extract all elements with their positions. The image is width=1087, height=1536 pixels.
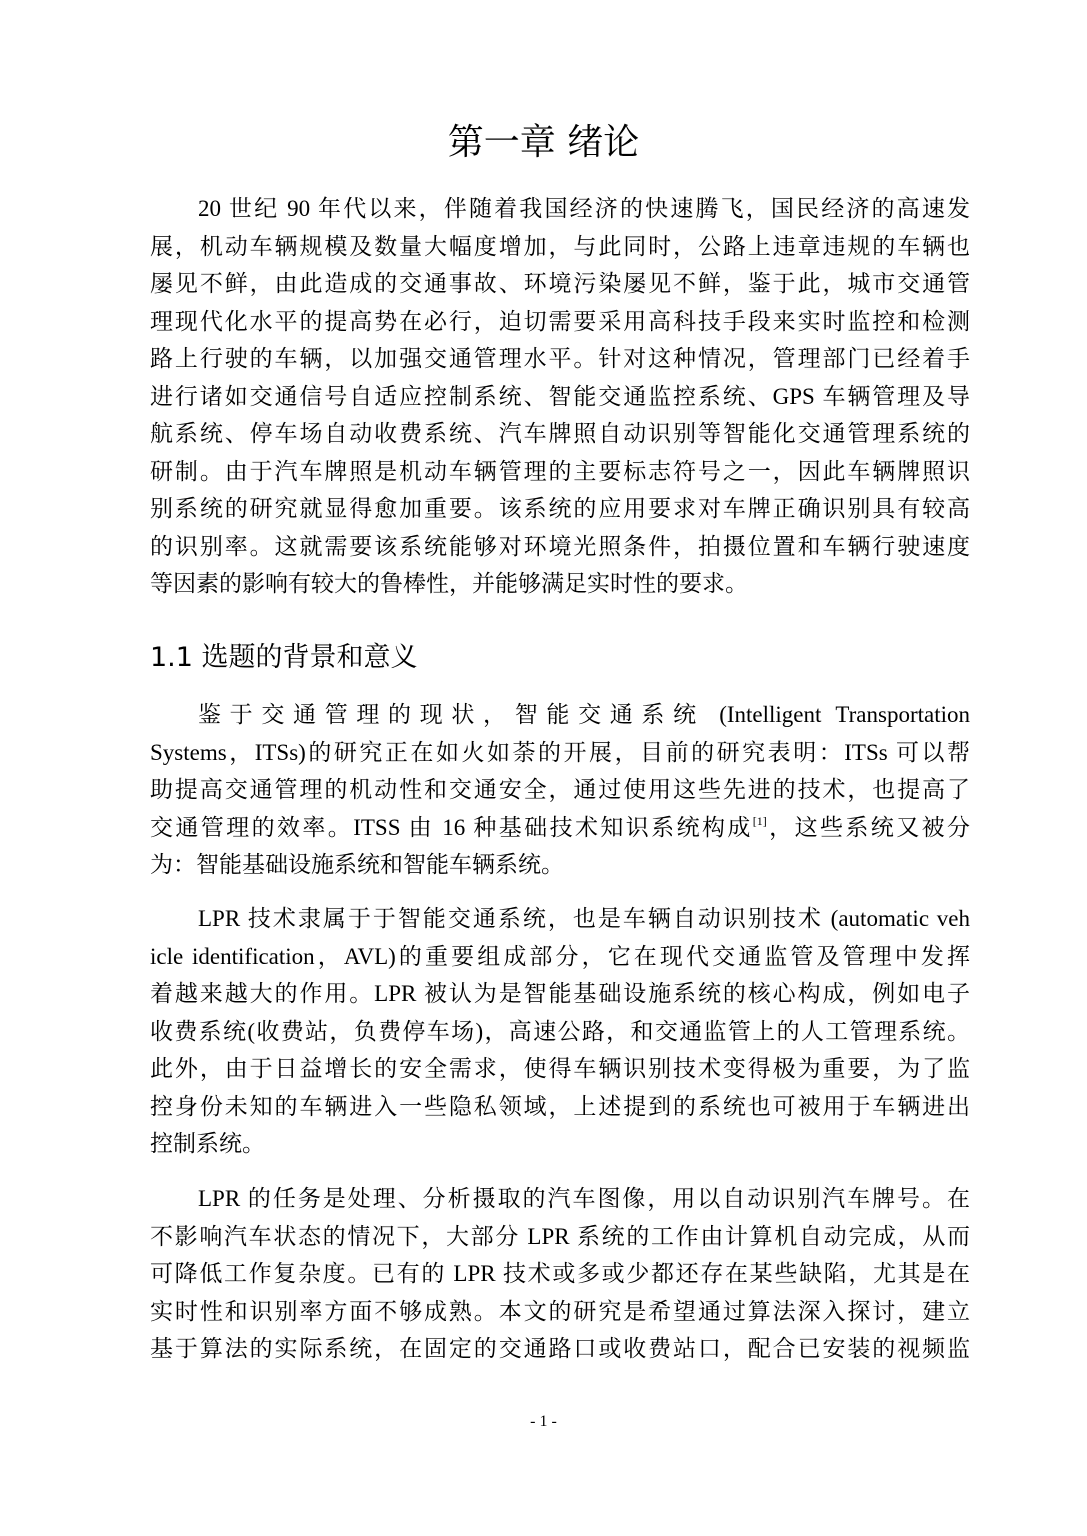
text-line: LPR 的任务是处理、分析摄取的汽车图像，用以自动识别汽车牌号。在 (198, 1186, 970, 1211)
page-number: - 1 - (530, 1413, 557, 1430)
text-segment: 交通管理的效率。ITSS 由 16 种基础技术知识系统构成 (150, 814, 753, 840)
text-line: 收费系统(收费站，负费停车场)，高速公路，和交通监管上的人工管理系统。 (150, 1018, 970, 1044)
text-line: 屡见不鲜，由此造成的交通事故、环境污染屡见不鲜，鉴于此，城市交通管 (150, 271, 970, 296)
text-line: 控制系统。 (150, 1131, 265, 1156)
section-title: 1.1 选题的背景和意义 (150, 642, 418, 673)
text-line: 控身份未知的车辆进入一些隐私领域，上述提到的系统也可被用于车辆进出 (150, 1093, 970, 1119)
text-line: 实时性和识别率方面不够成熟。本文的研究是希望通过算法深入探讨，建立 (150, 1298, 970, 1324)
text-line: 为：智能基础设施系统和智能车辆系统。 (150, 852, 564, 877)
text-line: 研制。由于汽车牌照是机动车辆管理的主要标志符号之一，因此车辆牌照识 (150, 458, 970, 484)
text-line: 基于算法的实际系统，在固定的交通路口或收费站口，配合已安装的视频监 (150, 1336, 970, 1361)
text-line: 此外，由于日益增长的安全需求，使得车辆识别技术变得极为重要，为了监 (150, 1056, 970, 1081)
text-line: 展，机动车辆规模及数量大幅度增加，与此同时，公路上违章违规的车辆也 (150, 233, 970, 259)
text-line: LPR 技术隶属于于智能交通系统，也是车辆自动识别技术 (automatic veh (198, 906, 970, 931)
chapter-title: 第一章 绪论 (447, 122, 640, 163)
paragraph-lpr (150, 900, 970, 1163)
text-line: 20 世纪 90 年代以来，伴随着我国经济的快速腾飞，国民经济的高速发 (198, 196, 970, 221)
text-line: 可降低工作复杂度。已有的 LPR 技术或多或少都还存在某些缺陷，尤其是在 (150, 1261, 970, 1286)
text-line: 进行诸如交通信号自适应控制系统、智能交通监控系统、GPS 车辆管理及导 (150, 383, 970, 409)
text-line: Systems，ITSs)的研究正在如火如荼的开展，目前的研究表明：ITSs 可以帮 (150, 739, 970, 765)
text-line: 助提高交通管理的机动性和交通安全，通过使用这些先进的技术，也提高了 (150, 777, 970, 802)
text-line: 理现代化水平的提高势在必行，迫切需要采用高科技手段来实时监控和检测 (150, 308, 970, 334)
text-line: 路上行驶的车辆，以加强交通管理水平。针对这种情况，管理部门已经着手 (150, 346, 970, 371)
citation-ref: [1] (752, 813, 767, 828)
text-line: 鉴于交通管理的现状，智能交通系统 (Intelligent Transportation (198, 702, 970, 727)
text-line: 不影响汽车状态的情况下，大部分 LPR 系统的工作由计算机自动完成，从而 (150, 1223, 970, 1249)
text-line: 等因素的影响有较大的鲁棒性，并能够满足实时性的要求。 (150, 571, 748, 596)
paragraph-its (150, 696, 970, 884)
text-line: 着越来越大的作用。LPR 被认为是智能基础设施系统的核心构成，例如电子 (150, 981, 970, 1006)
text-line-with-citation (150, 809, 970, 847)
text-line: 的识别率。这就需要该系统能够对环境光照条件，拍摄位置和车辆行驶速度 (150, 533, 970, 559)
paragraph-intro (150, 190, 970, 603)
text-line: 别系统的研究就显得愈加重要。该系统的应用要求对车牌正确识别具有较高 (150, 496, 970, 521)
paragraph-lpr-task (150, 1180, 970, 1368)
text-line: 航系统、停车场自动收费系统、汽车牌照自动识别等智能化交通管理系统的 (150, 421, 970, 446)
text-line: icle identification，AVL)的重要组成部分，它在现代交通监管及管理中发挥 (150, 943, 970, 969)
text-segment: ，这些系统又被分 (766, 814, 970, 840)
